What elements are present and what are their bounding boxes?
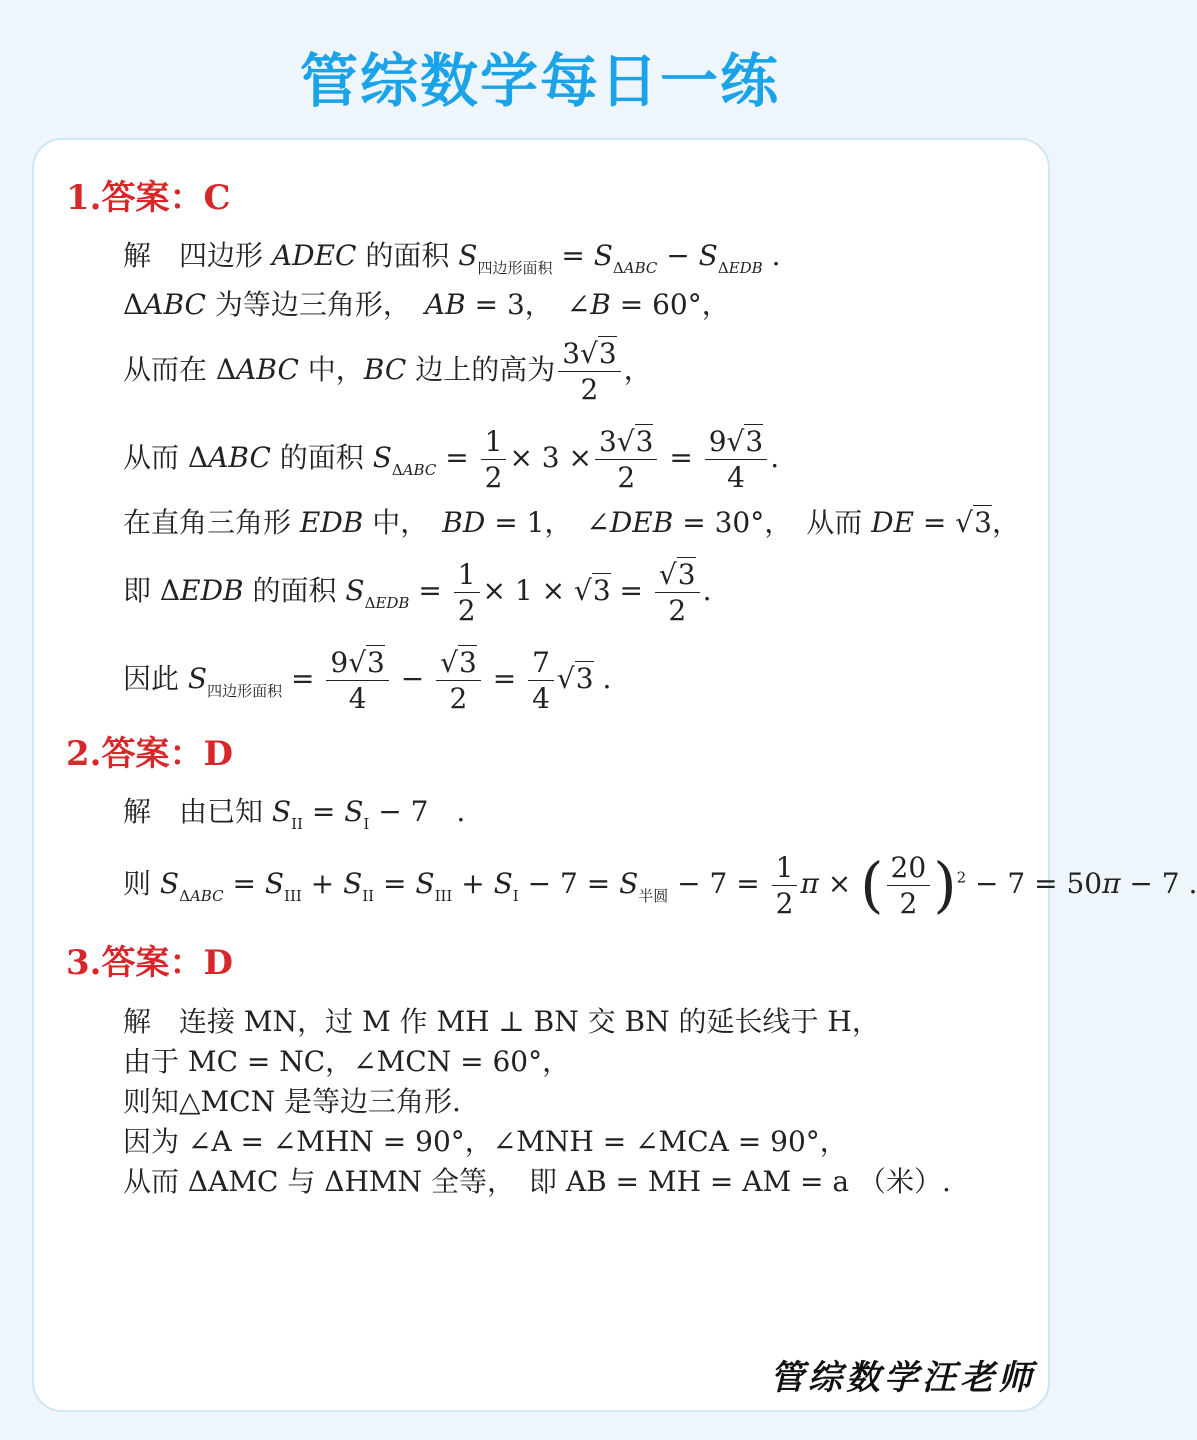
fraction: $\frac{9√3}{4}$ <box>705 424 767 495</box>
sol2-line1: 解 由已知 $S_{II} = S_I - 7$ . <box>123 795 466 833</box>
fraction: $\frac{1}{2}$ <box>772 850 798 921</box>
sol3-line5: 从而 ΔAMC 与 ΔHMN 全等， 即 AB = MH = AM = a （米）. <box>123 1165 951 1198</box>
answer-3-heading: 3.答案：D <box>66 943 233 983</box>
sol3-line1: 解 连接 MN，过 M 作 MH ⊥ BN 交 BN 的延长线于 H， <box>123 1005 880 1038</box>
sol3-line3: 则知△MCN 是等边三角形. <box>123 1085 461 1118</box>
fraction: $\frac{√3}{2}$ <box>655 557 700 628</box>
sol1-line2: ΔABC 为等边三角形， AB = 3， ∠B = 60°， <box>123 288 730 321</box>
fraction: $\frac{9√3}{4}$ <box>326 645 388 716</box>
sol1-line3: 从而在 ΔABC 中，BC 边上的高为 $\frac{3√3}{2}$ ， <box>123 337 652 406</box>
sol3-line4: 因为 ∠A = ∠MHN = 90°，∠MNH = ∠MCA = 90°， <box>123 1125 848 1158</box>
solution-card <box>32 138 1050 1412</box>
fraction: $\frac{3√3}{2}$ <box>558 336 620 407</box>
fraction: $\frac{3√3}{2}$ <box>595 424 657 495</box>
fraction: $\frac{7}{4}$ <box>528 645 554 716</box>
fraction: $\frac{√3}{2}$ <box>436 645 481 716</box>
fraction: $\frac{1}{2}$ <box>481 424 507 495</box>
sol1-line6: 即 ΔEDB 的面积 $S_{\Delta EDB}$ = $\frac{1}{2}$ × 1 × √3 = $\frac{√3}{2}$ . <box>123 558 712 627</box>
fraction: $\frac{1}{2}$ <box>454 557 480 628</box>
sol2-line2: 则 $S_{\Delta ABC} = S_{III} + S_{II} = S_{III} + S_I - 7 = S_{半圆} - 7$ = $\frac{1}{2}$ π × ( $\frac{20}{2}$ )$^2$ − 7 = 50π − 7 . <box>123 850 1197 921</box>
page-title: 管综数学每日一练 <box>299 47 780 115</box>
author-signature: 管综数学汪老师 <box>770 1358 1036 1398</box>
sol1-line4: 从而 ΔABC 的面积 $S_{\Delta ABC}$ = $\frac{1}{2}$ × 3 × $\frac{3√3}{2}$ = $\frac{9√3}{4}$ . <box>123 425 780 494</box>
sol1-line7: 因此 $S_{四边形面积}$ = $\frac{9√3}{4}$ − $\frac{√3}{2}$ = $\frac{7}{4}$ √3 . <box>123 646 612 715</box>
answer-1-heading: 1.答案：C <box>66 178 231 218</box>
answer-2-heading: 2.答案：D <box>66 734 233 774</box>
fraction: $\frac{20}{2}$ <box>887 850 931 921</box>
sol3-line2: 由于 MC = NC，∠MCN = 60°， <box>123 1045 571 1078</box>
sol1-line5: 在直角三角形 EDB 中， BD = 1， ∠DEB = 30°， 从而 DE = √3， <box>123 506 1020 539</box>
sol1-line1: 解 四边形 ADEC 的面积 $S_{四边形面积} = S_{\Delta ABC} - S_{\Delta EDB}$ . <box>123 239 781 277</box>
